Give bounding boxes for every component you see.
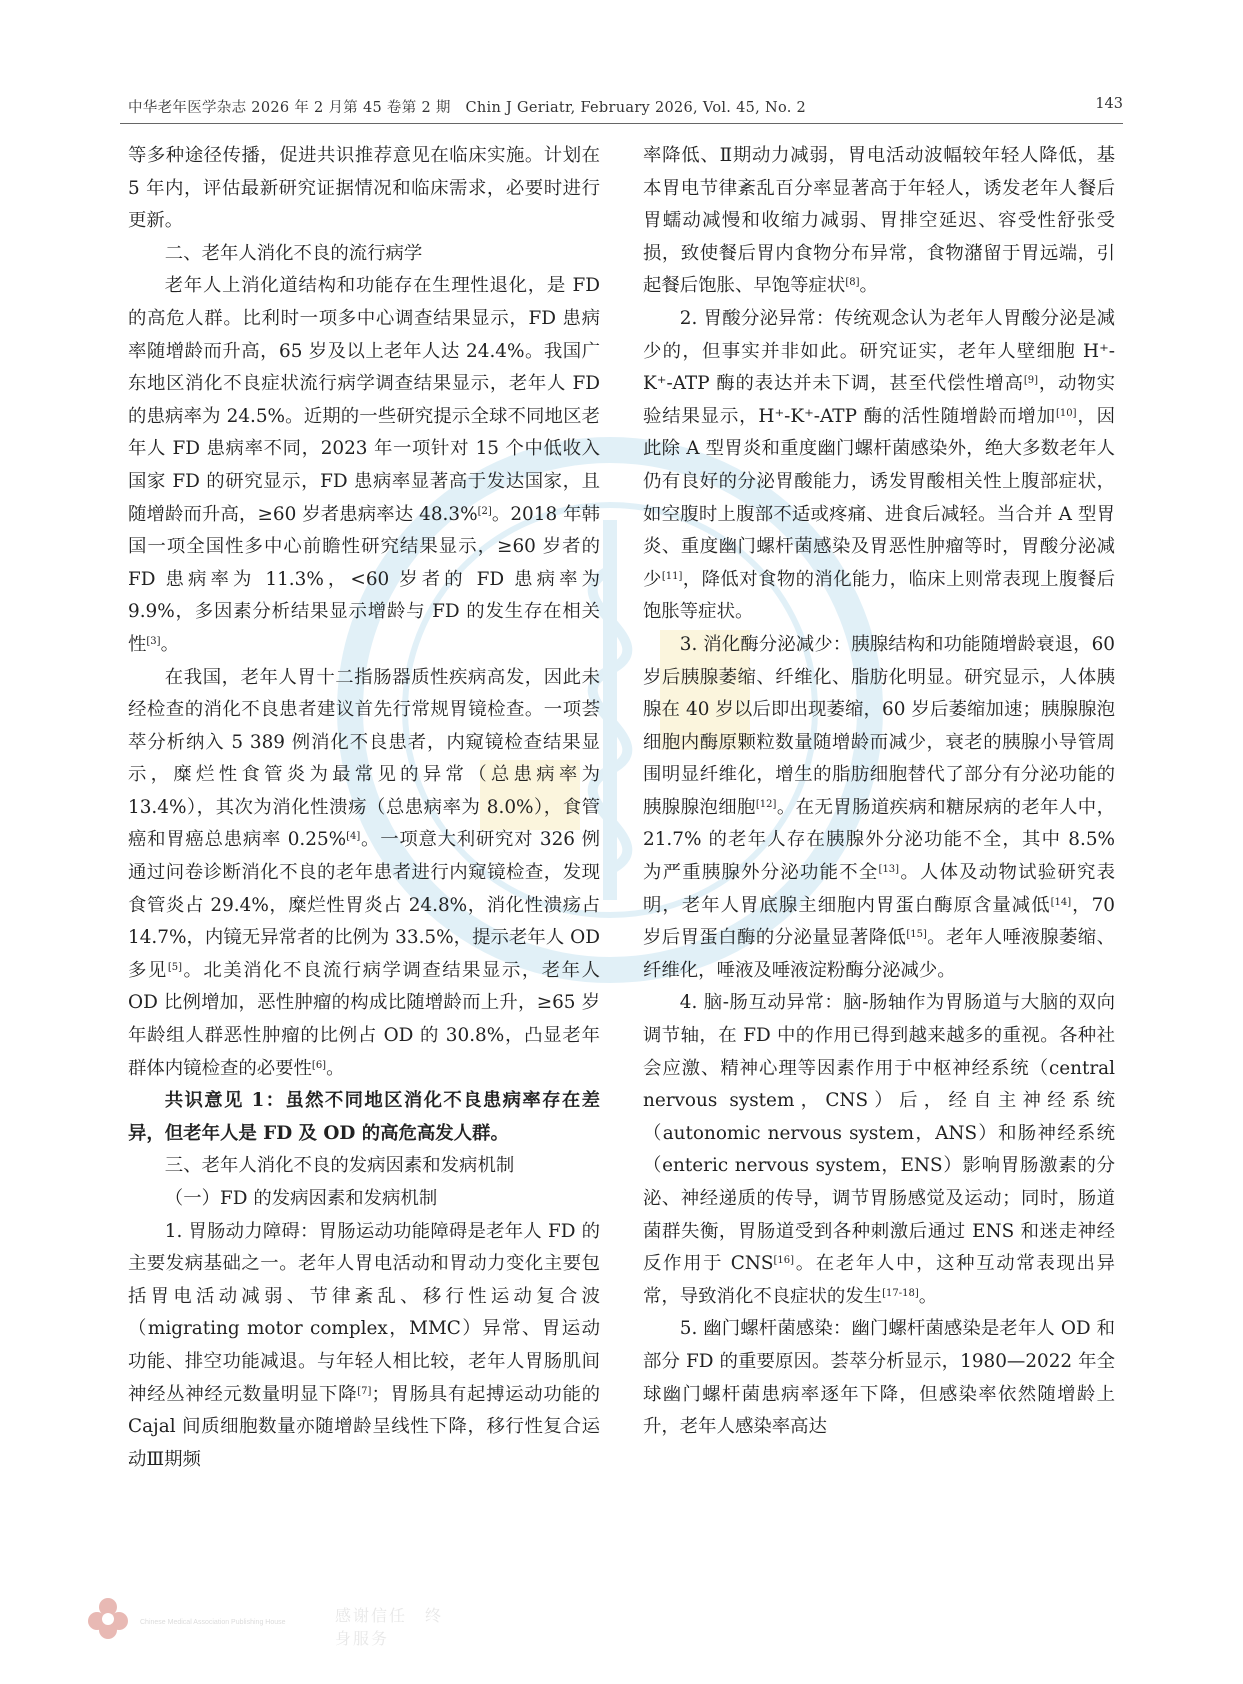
citation-ref: [9]: [1023, 375, 1039, 387]
paragraph: 3. 消化酶分泌减少：胰腺结构和功能随增龄衰退，60 岁后胰腺萎缩、纤维化、脂肪化明显。研究显示，人体胰腺在 40 岁以后即出现萎缩，60 岁后萎缩加速；胰腺腺泡细胞内酶原颗粒数量随增龄而减少，衰老的胰腺小导管周围明显纤维化，增生的脂肪细胞替代了部分有分泌功能的胰腺腺泡细胞[12]。在无胃肠道疾病和糖尿病的老年人中，21.7% 的老年人存在胰腺外分泌功能不全，其中 8.5% 为严重胰腺外分泌功能不全[13]。人体及动物试验研究表明，老年人胃底腺主细胞内胃蛋白酶原含量减低[14]，70 岁后胃蛋白酶的分泌量显著降低[15]。老年人唾液腺萎缩、纤维化，唾液及唾液淀粉酶分泌减少。: [643, 633, 1115, 981]
right-column: [643, 140, 1115, 1444]
paragraph: 4. 脑-肠互动异常：脑-肠轴作为胃肠道与大脑的双向调节轴，在 FD 中的作用已得到越来越多的重视。各种社会应激、精神心理等因素作用于中枢神经系统（central nervous system，CNS）后，经自主神经系统（autonomic nervous system，ANS）和肠神经系统（enteric nervous system，ENS）影响胃肠激素的分泌、神经递质的传导，调节胃肠感觉及运动；同时，肠道菌群失衡，胃肠道受到各种刺激后通过 ENS 和迷走神经反作用于 CNS[16]。在老年人中，这种互动常表现出异常，导致消化不良症状的发生[17-18]。: [643, 992, 1115, 1307]
citation-ref: [16]: [773, 1255, 795, 1267]
citation-ref: [10]: [1055, 407, 1077, 419]
paragraph: 率降低、Ⅱ期动力减弱，胃电活动波幅较年轻人降低，基本胃电节律紊乱百分率显著高于年轻人，诱发老年人餐后胃蠕动减慢和收缩力减弱、胃排空延迟、容受性舒张受损，致使餐后胃内食物分布异常，食物潴留于胃远端，引起餐后饱胀、早饱等症状[8]。: [643, 145, 1115, 297]
citation-ref: [8]: [845, 277, 860, 289]
cma-publishing-flower-icon: [85, 1595, 131, 1641]
citation-ref: [14]: [1050, 896, 1072, 908]
consensus-statement: 共识意见 1：虽然不同地区消化不良患病率存在差异，但老年人是 FD 及 OD 的高危高发人群。: [128, 1090, 600, 1144]
citation-ref: [11]: [661, 570, 683, 582]
paragraph: 等多种途径传播，促进共识推荐意见在临床实施。计划在 5 年内，评估最新研究证据情况和临床需求，必要时进行更新。: [128, 145, 600, 232]
journal-citation: 中华老年医学杂志 2026 年 2 月第 45 卷第 2 期 Chin J Geriatr, February 2026, Vol. 45, No. 2: [128, 100, 807, 116]
citation-ref: [5]: [167, 961, 182, 973]
section-heading: 二、老年人消化不良的流行病学: [164, 242, 423, 264]
citation-ref: [4]: [346, 831, 361, 843]
running-header: [120, 92, 1123, 118]
paragraph: 5. 幽门螺杆菌感染：幽门螺杆菌感染是老年人 OD 和部分 FD 的重要原因。荟萃分析显示，1980—2022 年全球幽门螺杆菌患病率逐年下降，但感染率依然随增龄上升，老年人感染率高达: [643, 1318, 1115, 1438]
paragraph: 在我国，老年人胃十二指肠器质性疾病高发，因此未经检查的消化不良患者建议首先行常规胃镜检查。一项荟萃分析纳入 5 389 例消化不良患者，内窥镜检查结果显示，糜烂性食管炎为最常见的异常（总患病率为 13.4%），其次为消化性溃疡（总患病率为 8.0%），食管癌和胃癌总患病率 0.25%[4]。一项意大利研究对 326 例通过问卷诊断消化不良的老年患者进行内窥镜检查，发现食管炎占 29.4%，糜烂性胃炎占 24.8%，消化性溃疡占 14.7%，内镜无异常者的比例为 33.5%，提示老年人 OD 多见[5]。北美消化不良流行病学调查结果显示，老年人 OD 比例增加，恶性肿瘤的构成比随增龄而上升，≥65 岁年龄组人群恶性肿瘤的比例占 OD 的 30.8%，凸显老年群体内镜检查的必要性[6]。: [128, 666, 600, 1079]
citation-ref: [3]: [146, 635, 161, 647]
citation-ref: [6]: [311, 1059, 327, 1071]
left-column: [128, 140, 600, 1476]
publisher-name: Chinese Medical Association Publishing House: [140, 1619, 286, 1626]
publisher-slogan: 感谢信任 终身服务: [335, 1606, 444, 1648]
citation-ref: [15]: [906, 929, 927, 941]
subsection-heading: （一）FD 的发病因素和发病机制: [164, 1188, 438, 1209]
citation-ref: [12]: [755, 798, 777, 810]
paragraph: 2. 胃酸分泌异常：传统观念认为老年人胃酸分泌是减少的，但事实并非如此。研究证实，老年人壁细胞 H⁺-K⁺-ATP 酶的表达并未下调，甚至代偿性增高[9]，动物实验结果显示，H⁺-K⁺-ATP 酶的活性随增龄而增加[10]，因此除 A 型胃炎和重度幽门螺杆菌感染外，绝大多数老年人仍有良好的分泌胃酸能力，诱发胃酸相关性上腹部症状，如空腹时上腹部不适或疼痛、进食后减轻。当合并 A 型胃炎、重度幽门螺杆菌感染及胃恶性肿瘤等时，胃酸分泌减少[11]，降低对食物的消化能力，临床上则常表现上腹餐后饱胀等症状。: [643, 307, 1115, 623]
section-heading: 三、老年人消化不良的发病因素和发病机制: [164, 1155, 515, 1177]
paragraph: 老年人上消化道结构和功能存在生理性退化，是 FD 的高危人群。比利时一项多中心调查结果显示，FD 患病率随增龄而升高，65 岁及以上老年人达 24.4%。我国广东地区消化不良症状流行病学调查结果显示，老年人 FD 的患病率为 24.5%。近期的一些研究提示全球不同地区老年人 FD 患病率不同，2023 年一项针对 15 个中低收入国家 FD 的研究显示，FD 患病率显著高于发达国家，且随增龄而升高，≥60 岁者患病率达 48.3%[2]。2018 年韩国一项全国性多中心前瞻性研究结果显示，≥60 岁者的 FD 患病率为 11.3%，<60 岁者的 FD 患病率为 9.9%，多因素分析结果显示增龄与 FD 的发生存在相关性[3]。: [128, 275, 600, 655]
citation-ref: [2]: [477, 505, 492, 517]
citation-ref: [13]: [878, 864, 900, 876]
citation-ref: [7]: [357, 1385, 372, 1397]
paragraph: 1. 胃肠动力障碍：胃肠运动功能障碍是老年人 FD 的主要发病基础之一。老年人胃电活动和胃动力变化主要包括胃电活动减弱、节律紊乱、移行性运动复合波（migrating motor complex，MMC）异常、胃运动功能、排空功能减退。与年轻人相比较，老年人胃肠肌间神经丛神经元数量明显下降[7]；胃肠具有起搏运动功能的 Cajal 间质细胞数量亦随增龄呈线性下降，移行性复合运动Ⅲ期频: [128, 1220, 600, 1470]
header-divider: [120, 123, 1123, 124]
publisher-footer: [85, 1595, 445, 1648]
page-number: 143: [1095, 96, 1123, 112]
citation-ref: [17-18]: [882, 1287, 919, 1299]
